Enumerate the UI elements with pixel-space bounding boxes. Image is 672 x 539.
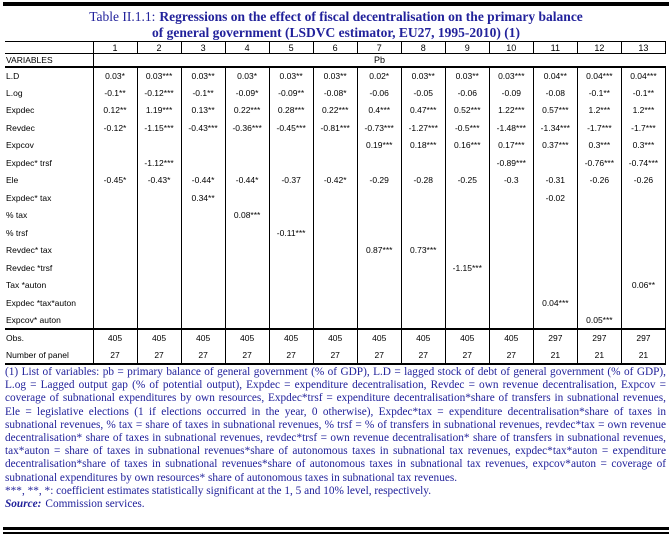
coefficient-cell: 0.03** <box>445 67 489 85</box>
coefficient-cell: -0.12* <box>93 119 137 137</box>
row-label: Revdec <box>5 119 93 137</box>
table-row <box>5 102 666 120</box>
column-number: 12 <box>577 42 621 54</box>
coefficient-cell <box>445 312 489 330</box>
coefficient-cell: 0.03*** <box>137 67 181 85</box>
coefficient-cell: 0.03*** <box>489 67 533 85</box>
coefficient-cell <box>489 312 533 330</box>
table-row <box>5 189 666 207</box>
summary-cell: 297 <box>577 329 621 347</box>
summary-row <box>5 329 666 347</box>
coefficient-cell <box>93 189 137 207</box>
coefficient-cell <box>225 189 269 207</box>
row-label: Expdec* trsf <box>5 154 93 172</box>
coefficient-cell: -0.09** <box>269 84 313 102</box>
summary-cell: 405 <box>137 329 181 347</box>
coefficient-cell <box>401 224 445 242</box>
coefficient-cell: -0.26 <box>621 172 665 190</box>
coefficient-cell <box>401 154 445 172</box>
coefficient-cell <box>181 294 225 312</box>
coefficient-cell <box>181 154 225 172</box>
coefficient-cell <box>445 189 489 207</box>
coefficient-cell <box>533 154 577 172</box>
coefficient-cell <box>137 207 181 225</box>
coefficient-cell <box>357 189 401 207</box>
table-row <box>5 172 666 190</box>
coefficient-cell: 0.04*** <box>577 67 621 85</box>
coefficient-cell <box>93 277 137 295</box>
coefficient-cell: -0.08* <box>313 84 357 102</box>
row-label: Revdec *trsf <box>5 259 93 277</box>
coefficient-cell: 0.03** <box>269 67 313 85</box>
summary-cell: 27 <box>489 347 533 365</box>
coefficient-cell: 0.34** <box>181 189 225 207</box>
coefficient-cell <box>489 189 533 207</box>
coefficient-cell: -0.43*** <box>181 119 225 137</box>
coefficient-cell <box>621 294 665 312</box>
coefficient-cell <box>577 259 621 277</box>
coefficient-cell: 0.22*** <box>225 102 269 120</box>
coefficient-cell <box>401 259 445 277</box>
summary-cell: 27 <box>401 347 445 365</box>
coefficient-cell <box>93 242 137 260</box>
bottom-rule-upper <box>3 527 669 530</box>
coefficient-cell: -0.37 <box>269 172 313 190</box>
coefficient-cell: -1.12*** <box>137 154 181 172</box>
table-row <box>5 84 666 102</box>
summary-row <box>5 347 666 365</box>
row-label: L.og <box>5 84 93 102</box>
coefficient-cell <box>313 207 357 225</box>
coefficient-cell <box>489 242 533 260</box>
coefficient-cell <box>181 259 225 277</box>
table-row <box>5 259 666 277</box>
footnote-block <box>5 366 666 511</box>
summary-cell: 27 <box>225 347 269 365</box>
coefficient-cell <box>269 312 313 330</box>
coefficient-cell <box>577 277 621 295</box>
coefficient-cell <box>181 137 225 155</box>
coefficient-cell: 0.18*** <box>401 137 445 155</box>
table-row <box>5 207 666 225</box>
coefficient-cell <box>93 259 137 277</box>
coefficient-cell <box>401 207 445 225</box>
coefficient-cell <box>401 312 445 330</box>
coefficient-cell: -1.34*** <box>533 119 577 137</box>
coefficient-cell: -0.06 <box>357 84 401 102</box>
column-number: 7 <box>357 42 401 54</box>
coefficient-cell <box>269 189 313 207</box>
dependent-variable-header: Pb <box>93 54 666 67</box>
coefficient-cell <box>533 207 577 225</box>
coefficient-cell: 0.17*** <box>489 137 533 155</box>
coefficient-cell <box>577 207 621 225</box>
table-row <box>5 294 666 312</box>
table-title-text-1: Regressions on the effect of fiscal decentralisation on the primary balance <box>159 9 583 24</box>
row-label: L.D <box>5 67 93 85</box>
table-row <box>5 224 666 242</box>
coefficient-cell: 0.52*** <box>445 102 489 120</box>
coefficient-cell <box>445 224 489 242</box>
summary-cell: 297 <box>621 329 665 347</box>
coefficient-cell <box>489 277 533 295</box>
coefficient-cell: -0.45*** <box>269 119 313 137</box>
coefficient-cell: 0.3*** <box>577 137 621 155</box>
coefficient-cell: -0.05 <box>401 84 445 102</box>
coefficient-cell <box>225 294 269 312</box>
coefficient-cell <box>577 242 621 260</box>
coefficient-cell <box>137 242 181 260</box>
summary-cell: 405 <box>401 329 445 347</box>
coefficient-cell <box>313 242 357 260</box>
coefficient-cell <box>225 224 269 242</box>
coefficient-cell <box>533 312 577 330</box>
row-label: Expdec *tax*auton <box>5 294 93 312</box>
coefficient-cell: 0.12** <box>93 102 137 120</box>
coefficient-cell <box>445 294 489 312</box>
coefficient-cell: -0.5*** <box>445 119 489 137</box>
table-row <box>5 119 666 137</box>
row-label: Expcov <box>5 137 93 155</box>
coefficient-cell <box>93 154 137 172</box>
table-title <box>0 9 672 40</box>
coefficient-cell: -0.89*** <box>489 154 533 172</box>
coefficient-cell: -0.28 <box>401 172 445 190</box>
coefficient-cell: 0.08*** <box>225 207 269 225</box>
table-row <box>5 277 666 295</box>
summary-cell: 405 <box>269 329 313 347</box>
coefficient-cell: -1.15*** <box>137 119 181 137</box>
coefficient-cell: 0.22*** <box>313 102 357 120</box>
coefficient-cell: -0.74*** <box>621 154 665 172</box>
coefficient-cell <box>269 242 313 260</box>
source-text: Commission services. <box>45 498 145 511</box>
coefficient-cell <box>533 277 577 295</box>
coefficient-cell <box>357 154 401 172</box>
coefficient-cell <box>621 224 665 242</box>
row-label: Tax *auton <box>5 277 93 295</box>
coefficient-cell <box>357 294 401 312</box>
coefficient-cell: 0.02* <box>357 67 401 85</box>
column-number: 2 <box>137 42 181 54</box>
coefficient-cell <box>621 189 665 207</box>
coefficient-cell <box>137 137 181 155</box>
coefficient-cell <box>401 277 445 295</box>
table-row <box>5 242 666 260</box>
row-label: % tax <box>5 207 93 225</box>
coefficient-cell <box>137 277 181 295</box>
source-label: Source: <box>5 498 42 511</box>
coefficient-cell <box>225 277 269 295</box>
coefficient-cell <box>93 224 137 242</box>
coefficient-cell: -0.09* <box>225 84 269 102</box>
coefficient-cell: -0.43* <box>137 172 181 190</box>
coefficient-cell: 0.37*** <box>533 137 577 155</box>
summary-cell: 27 <box>269 347 313 365</box>
coefficient-cell <box>313 224 357 242</box>
coefficient-cell: -0.29 <box>357 172 401 190</box>
coefficient-cell <box>137 294 181 312</box>
coefficient-cell <box>621 259 665 277</box>
coefficient-cell <box>313 312 357 330</box>
coefficient-cell <box>577 294 621 312</box>
coefficient-cell: -0.11*** <box>269 224 313 242</box>
coefficient-cell <box>313 154 357 172</box>
coefficient-cell <box>533 242 577 260</box>
coefficient-cell: -0.45* <box>93 172 137 190</box>
coefficient-cell <box>93 312 137 330</box>
coefficient-cell: 0.57*** <box>533 102 577 120</box>
coefficient-cell <box>225 312 269 330</box>
coefficient-cell: 0.03** <box>181 67 225 85</box>
coefficient-cell: 0.28*** <box>269 102 313 120</box>
coefficient-cell: -0.1** <box>621 84 665 102</box>
coefficient-cell: -0.09 <box>489 84 533 102</box>
coefficient-cell: -0.81*** <box>313 119 357 137</box>
summary-cell: 27 <box>181 347 225 365</box>
column-number: 10 <box>489 42 533 54</box>
coefficient-cell <box>137 224 181 242</box>
coefficient-cell <box>621 207 665 225</box>
coefficient-cell: 0.16*** <box>445 137 489 155</box>
column-number: 11 <box>533 42 577 54</box>
coefficient-cell <box>357 277 401 295</box>
coefficient-cell: 0.04** <box>533 67 577 85</box>
coefficient-cell: -1.7*** <box>621 119 665 137</box>
coefficient-cell: -0.1** <box>93 84 137 102</box>
regression-table <box>5 41 666 365</box>
summary-cell: 21 <box>533 347 577 365</box>
coefficient-cell: 0.4*** <box>357 102 401 120</box>
coefficient-cell: -0.44* <box>225 172 269 190</box>
summary-label: Number of panel <box>5 347 93 365</box>
top-rule <box>3 2 669 6</box>
coefficient-cell <box>181 242 225 260</box>
coefficient-cell <box>445 207 489 225</box>
coefficient-cell <box>357 224 401 242</box>
coefficient-cell <box>357 259 401 277</box>
coefficient-cell <box>93 137 137 155</box>
coefficient-cell: -0.25 <box>445 172 489 190</box>
column-number: 9 <box>445 42 489 54</box>
coefficient-cell: -0.44* <box>181 172 225 190</box>
coefficient-cell <box>313 259 357 277</box>
summary-cell: 27 <box>445 347 489 365</box>
coefficient-cell <box>533 259 577 277</box>
coefficient-cell <box>225 137 269 155</box>
column-number: 8 <box>401 42 445 54</box>
coefficient-cell <box>225 259 269 277</box>
coefficient-cell <box>225 154 269 172</box>
coefficient-cell <box>181 277 225 295</box>
coefficient-cell: -0.12*** <box>137 84 181 102</box>
summary-cell: 27 <box>313 347 357 365</box>
coefficient-cell <box>445 277 489 295</box>
coefficient-cell: -0.31 <box>533 172 577 190</box>
coefficient-cell: -0.1** <box>577 84 621 102</box>
row-label: Expdec <box>5 102 93 120</box>
column-number: 13 <box>621 42 665 54</box>
coefficient-cell: 0.3*** <box>621 137 665 155</box>
coefficient-cell <box>401 189 445 207</box>
coefficient-cell <box>313 277 357 295</box>
row-label: Expcov* auton <box>5 312 93 330</box>
table-body <box>5 67 666 330</box>
footnote-significance: ***, **, *: coefficient estimates statistically significant at the 1, 5 and 10% level, respectively. <box>5 484 432 497</box>
coefficient-cell <box>93 207 137 225</box>
coefficient-cell: -0.26 <box>577 172 621 190</box>
bottom-rule-lower <box>3 532 669 534</box>
coefficient-cell: -1.27*** <box>401 119 445 137</box>
coefficient-cell: 1.2*** <box>621 102 665 120</box>
coefficient-cell: -0.36*** <box>225 119 269 137</box>
source-note <box>5 498 666 511</box>
coefficient-cell: 0.03* <box>225 67 269 85</box>
coefficient-cell <box>269 207 313 225</box>
coefficient-cell: 1.22*** <box>489 102 533 120</box>
coefficient-cell: 0.05*** <box>577 312 621 330</box>
coefficient-cell <box>137 189 181 207</box>
coefficient-cell: -0.3 <box>489 172 533 190</box>
table-row <box>5 312 666 330</box>
coefficient-cell <box>621 312 665 330</box>
coefficient-cell <box>621 242 665 260</box>
coefficient-cell <box>489 259 533 277</box>
table-number: Table II.1.1: <box>89 9 156 24</box>
coefficient-cell <box>93 294 137 312</box>
coefficient-cell <box>401 294 445 312</box>
coefficient-cell <box>269 277 313 295</box>
coefficient-cell: 0.47*** <box>401 102 445 120</box>
coefficient-cell: -0.73*** <box>357 119 401 137</box>
row-label: Revdec* tax <box>5 242 93 260</box>
coefficient-cell: 0.04*** <box>533 294 577 312</box>
coefficient-cell: 1.2*** <box>577 102 621 120</box>
column-number: 6 <box>313 42 357 54</box>
coefficient-cell <box>181 224 225 242</box>
coefficient-cell <box>225 242 269 260</box>
coefficient-cell: -0.1** <box>181 84 225 102</box>
coefficient-cell: 0.03** <box>401 67 445 85</box>
coefficient-cell: -0.08 <box>533 84 577 102</box>
coefficient-cell: 0.13** <box>181 102 225 120</box>
table-head <box>5 42 666 67</box>
table-title-text-2: of general government (LSDVC estimator, EU27, 1995-2010) (1) <box>151 24 521 40</box>
coefficient-cell <box>577 224 621 242</box>
table-title-line1 <box>0 9 672 25</box>
table-row <box>5 67 666 85</box>
coefficient-cell: 0.03** <box>313 67 357 85</box>
summary-label: Obs. <box>5 329 93 347</box>
summary-cell: 405 <box>489 329 533 347</box>
coefficient-cell <box>313 294 357 312</box>
summary-cell: 405 <box>181 329 225 347</box>
column-number: 1 <box>93 42 137 54</box>
summary-cell: 297 <box>533 329 577 347</box>
summary-cell: 21 <box>621 347 665 365</box>
coefficient-cell <box>181 312 225 330</box>
coefficient-cell <box>489 224 533 242</box>
coefficient-cell: -0.76*** <box>577 154 621 172</box>
coefficient-cell <box>313 189 357 207</box>
coefficient-cell <box>445 242 489 260</box>
summary-cell: 27 <box>357 347 401 365</box>
summary-cell: 405 <box>357 329 401 347</box>
row-label: % trsf <box>5 224 93 242</box>
row-label: Ele <box>5 172 93 190</box>
summary-cell: 27 <box>93 347 137 365</box>
summary-cell: 405 <box>225 329 269 347</box>
table-row <box>5 154 666 172</box>
summary-cell: 21 <box>577 347 621 365</box>
column-number: 4 <box>225 42 269 54</box>
coefficient-cell <box>137 312 181 330</box>
row-label: Expdec* tax <box>5 189 93 207</box>
coefficient-cell: -0.42* <box>313 172 357 190</box>
coefficient-cell <box>269 137 313 155</box>
summary-cell: 405 <box>313 329 357 347</box>
variables-header: VARIABLES <box>5 54 93 67</box>
coefficient-cell: 0.03* <box>93 67 137 85</box>
corner-cell <box>5 42 93 54</box>
coefficient-cell: 0.19*** <box>357 137 401 155</box>
coefficient-cell <box>489 207 533 225</box>
coefficient-cell: -1.15*** <box>445 259 489 277</box>
coefficient-cell <box>445 154 489 172</box>
coefficient-cell: -0.02 <box>533 189 577 207</box>
coefficient-cell: 1.19*** <box>137 102 181 120</box>
coefficient-cell <box>313 137 357 155</box>
coefficient-cell <box>181 207 225 225</box>
coefficient-cell <box>269 294 313 312</box>
coefficient-cell <box>357 312 401 330</box>
coefficient-cell: 0.73*** <box>401 242 445 260</box>
summary-cell: 405 <box>445 329 489 347</box>
table-row <box>5 137 666 155</box>
coefficient-cell: -0.06 <box>445 84 489 102</box>
coefficient-cell: 0.04*** <box>621 67 665 85</box>
column-number: 5 <box>269 42 313 54</box>
summary-cell: 405 <box>93 329 137 347</box>
coefficient-cell: 0.06** <box>621 277 665 295</box>
column-number: 3 <box>181 42 225 54</box>
coefficient-cell <box>269 259 313 277</box>
coefficient-cell <box>269 154 313 172</box>
coefficient-cell <box>533 224 577 242</box>
coefficient-cell <box>357 207 401 225</box>
coefficient-cell: -1.48*** <box>489 119 533 137</box>
coefficient-cell: 0.87*** <box>357 242 401 260</box>
coefficient-cell <box>137 259 181 277</box>
summary-cell: 27 <box>137 347 181 365</box>
table-foot <box>5 329 666 364</box>
coefficient-cell <box>489 294 533 312</box>
coefficient-cell: -1.7*** <box>577 119 621 137</box>
coefficient-cell <box>577 189 621 207</box>
footnote-variables: (1) List of variables: pb = primary balance of general government (% of GDP), L.D = lagged stock of debt of general government (% of GDP), L.og = Lagged output gap (% of potential output), Expdec = expenditure decentralisation, Revdec = own revenue decentralisation, Expcov = coverage of subnational expenditures by own resources, Expdec*trsf = expenditure decentralisation*share of transfers in subnational revenues, Ele = legislative elections (1 if elections occurred in the year, 0 otherwise), Expdec*tax = expenditure decentralisation*share of taxes in subnational revenues, % tax = share of taxes in subnational revenues, % trsf = % of transfers in subnational revenues, revdec*tax = own revenue decentralisation* share of taxes in subnational revenues, revdec*trsf = own revenue decentralisation* share of transfers in subnational revenues, tax*auton = share of taxes in subnational revenues*share of autonomous taxes in subnational tax revenues, expdec*tax*auton = expenditure decentralisation*share of taxes in subnational revenues*share of autonomous taxes in subnational tax revenues, expcov*auton = coverage of subnational expenditures by own resources* share of autonomous taxes in subnational tax revenues. <box>5 366 666 484</box>
